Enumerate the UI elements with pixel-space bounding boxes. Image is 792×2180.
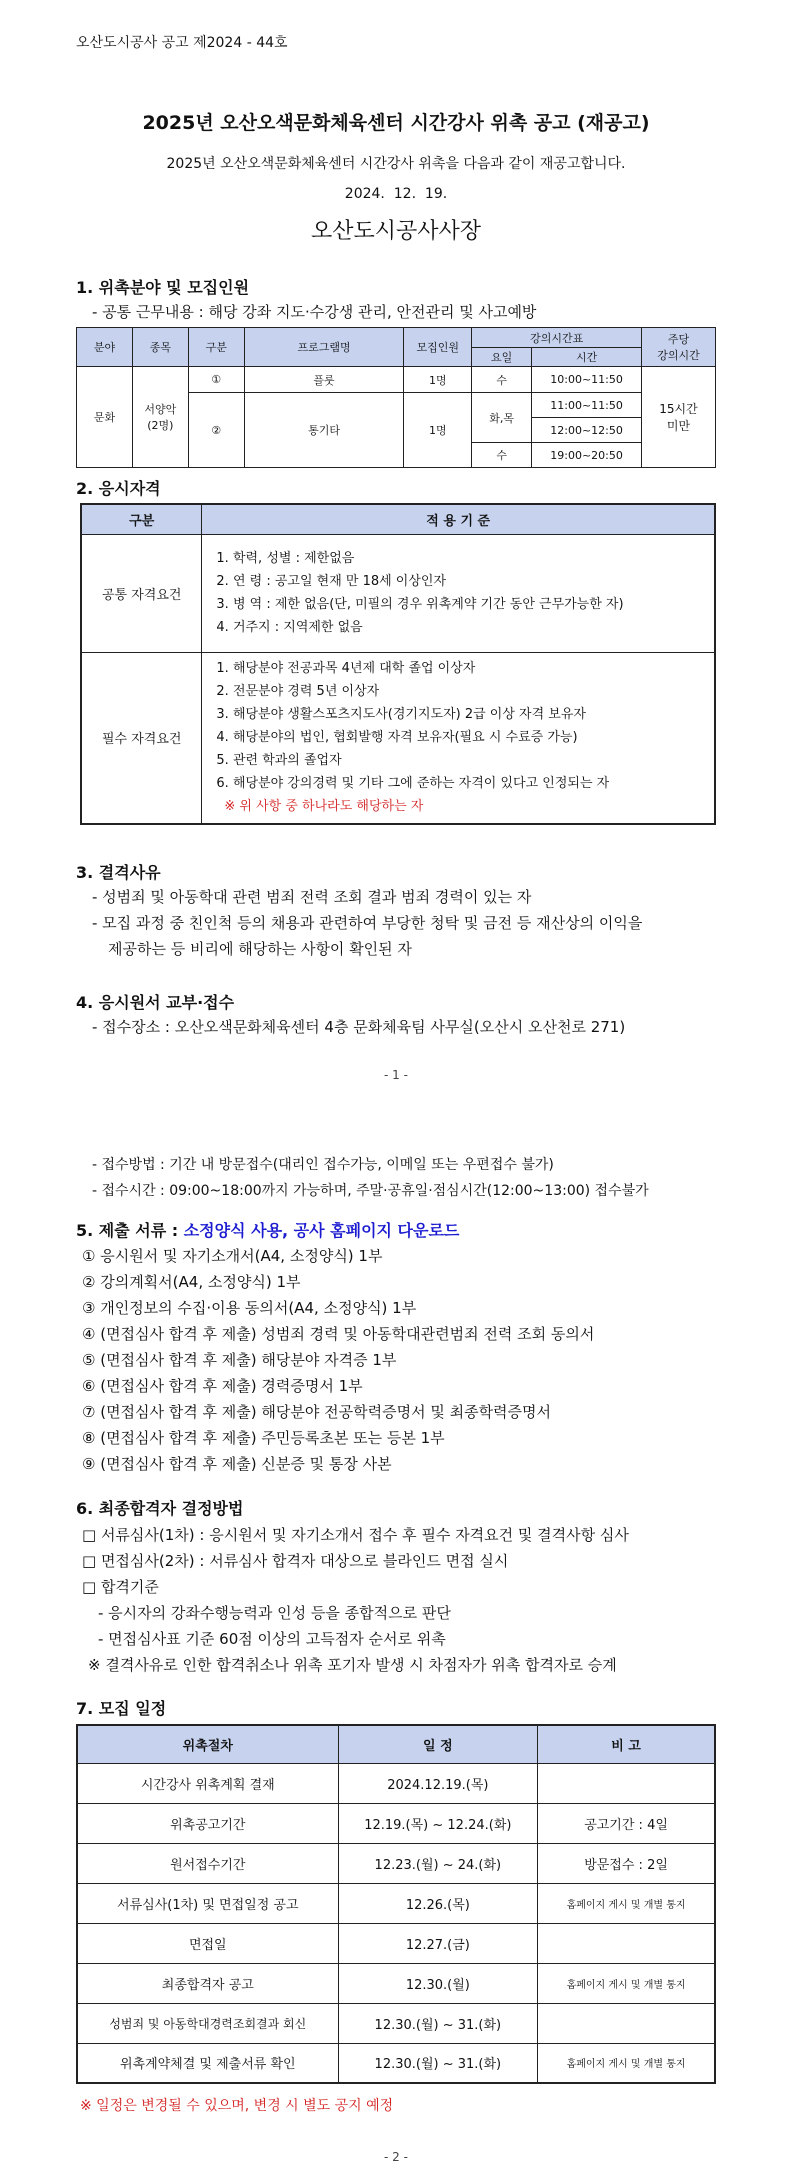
notice-number: 오산도시공사 공고 제2024 - 44호 (76, 35, 288, 51)
th-program: 프로그램명 (244, 328, 404, 367)
schedule-date: 12.30.(월) (338, 1963, 538, 2003)
criteria-item: 3. 병 역 : 제한 없음(단, 미필의 경우 위촉계약 기간 동안 근무가능한 자) (216, 597, 624, 612)
decision-line: - 응시자의 강좌수행능력과 인성 등을 종합적으로 판단 (98, 1604, 451, 1622)
schedule-remark (538, 1923, 715, 1963)
cell-day: 수 (472, 367, 532, 393)
disqual-line: - 성범죄 및 아동학대 관련 범죄 전력 조회 결과 범죄 경력이 있는 자 (92, 888, 532, 906)
th-field: 분야 (77, 328, 133, 367)
criteria-item: 3. 해당분야 생활스포츠지도사(경기지도자) 2급 이상 자격 보유자 (216, 707, 586, 723)
section-2-title: 2. 응시자격 (76, 479, 161, 498)
disqual-line: 제공하는 등 비리에 해당하는 사항이 확인된 자 (108, 940, 412, 958)
intro-text: 2025년 오산오색문화체육센터 시간강사 위촉을 다음과 같이 재공고합니다. (166, 156, 626, 172)
schedule-remark: 홈페이지 게시 및 개별 통지 (538, 1883, 715, 1923)
page-number: - 1 - (384, 1068, 408, 1082)
section-3-title: 3. 결격사유 (76, 863, 161, 882)
doc-item: ⑨ (면접심사 합격 후 제출) 신분증 및 통장 사본 (82, 1455, 392, 1473)
notice-date: 2024. 12. 19. (344, 186, 448, 202)
th-time: 시간 (532, 348, 642, 367)
cell-kind: 서양악 (2명) (132, 367, 188, 468)
schedule-remark: 공고기간 : 4일 (538, 1803, 715, 1843)
cell-time: 19:00~20:50 (532, 443, 642, 468)
schedule-date: 12.27.(금) (338, 1923, 538, 1963)
doc-item: ③ 개인정보의 수집·이용 동의서(A4, 소정양식) 1부 (82, 1299, 417, 1317)
schedule-procedure: 최종합격자 공고 (77, 1963, 338, 2003)
section-1-title: 1. 위촉분야 및 모집인원 (76, 278, 250, 297)
reception-hours: - 접수시간 : 09:00~18:00까지 가능하며, 주말·공휴일·점심시간(12:00~13:00) 접수불가 (92, 1183, 649, 1199)
reception-method: - 접수방법 : 기간 내 방문접수(대리인 접수가능, 이메일 또는 우편접수 불가) (92, 1157, 554, 1173)
doc-item: ⑥ (면접심사 합격 후 제출) 경력증명서 1부 (82, 1377, 363, 1395)
decision-line: - 면접심사표 기준 60점 이상의 고득점자 순서로 위촉 (98, 1630, 446, 1648)
cell-count: 1명 (404, 367, 472, 393)
criteria-item: 4. 해당분야의 법인, 협회발행 자격 보유자(필요 시 수료증 가능) (216, 730, 578, 746)
cell-day: 화,목 (472, 393, 532, 443)
doc-item: ① 응시원서 및 자기소개서(A4, 소정양식) 1부 (82, 1247, 383, 1265)
schedule-procedure: 원서접수기간 (77, 1843, 338, 1883)
section-7-title: 7. 모집 일정 (76, 1699, 167, 1718)
doc-item: ⑤ (면접심사 합격 후 제출) 해당분야 자격증 1부 (82, 1351, 397, 1369)
th-date: 일 정 (338, 1725, 538, 1763)
schedule-remark: 홈페이지 게시 및 개별 통지 (538, 2043, 715, 2083)
cell-program: 플룻 (244, 367, 404, 393)
schedule-date: 12.23.(월) ~ 24.(화) (338, 1843, 538, 1883)
criteria-item: 4. 거주지 : 지역제한 없음 (216, 620, 363, 635)
cell-weekly: 15시간 미만 (642, 367, 716, 468)
schedule-note: ※ 일정은 변경될 수 있으며, 변경 시 별도 공지 예정 (80, 2098, 394, 2114)
th-schedule: 강의시간표 (472, 328, 642, 348)
cell-time: 12:00~12:50 (532, 418, 642, 443)
th-div: 구분 (188, 328, 244, 367)
cell-time: 11:00~11:50 (532, 393, 642, 418)
section-5-title (76, 1218, 459, 1241)
criteria-item: 5. 관련 학과의 졸업자 (216, 753, 342, 769)
doc-item: ⑧ (면접심사 합격 후 제출) 주민등록초본 또는 등본 1부 (82, 1429, 445, 1447)
cell-field: 문화 (77, 367, 133, 468)
doc-item: ⑦ (면접심사 합격 후 제출) 해당분야 전공학력증명서 및 최종학력증명서 (82, 1403, 552, 1421)
cell-day: 수 (472, 443, 532, 468)
schedule-date: 12.19.(목) ~ 12.24.(화) (338, 1803, 538, 1843)
section-6-title: 6. 최종합격자 결정방법 (76, 1499, 244, 1518)
page-number: - 2 - (384, 2150, 408, 2164)
cell-count: 1명 (404, 393, 472, 468)
recruit-table (76, 327, 716, 468)
section-4-title: 4. 응시원서 교부·접수 (76, 993, 235, 1012)
schedule-procedure: 서류심사(1차) 및 면접일정 공고 (77, 1883, 338, 1923)
cell-no: ② (188, 393, 244, 468)
criteria-item: 2. 전문분야 경력 5년 이상자 (216, 684, 380, 700)
cell-no: ① (188, 367, 244, 393)
schedule-table (76, 1724, 716, 2084)
th-weekly: 주당 강의시간 (642, 328, 716, 367)
required-criteria (202, 652, 715, 824)
schedule-remark (538, 1763, 715, 1803)
required-note: ※ 위 사항 중 하나라도 해당하는 자 (224, 799, 424, 815)
section-5-label: 5. 제출 서류 : (76, 1221, 184, 1240)
criteria-item: 2. 연 령 : 공고일 현재 만 18세 이상인자 (216, 574, 447, 589)
qualification-table (80, 503, 716, 825)
th-procedure: 위촉절차 (77, 1725, 338, 1763)
th-div: 구분 (81, 504, 202, 534)
doc-item: ④ (면접심사 합격 후 제출) 성범죄 경력 및 아동학대관련범죄 전력 조회 동의서 (82, 1325, 595, 1343)
decision-line: □ 합격기준 (82, 1578, 159, 1596)
section-5-highlight: 소정양식 사용, 공사 홈페이지 다운로드 (183, 1221, 460, 1240)
schedule-procedure: 성범죄 및 아동학대경력조회결과 회신 (77, 2003, 338, 2043)
issuer: 오산도시공사사장 (310, 219, 482, 244)
criteria-item: 1. 해당분야 전공과목 4년제 대학 졸업 이상자 (216, 661, 476, 677)
schedule-date: 12.30.(월) ~ 31.(화) (338, 2043, 538, 2083)
th-day: 요일 (472, 348, 532, 367)
th-remark: 비 고 (538, 1725, 715, 1763)
decision-line: □ 면접심사(2차) : 서류심사 합격자 대상으로 블라인드 면접 실시 (82, 1552, 509, 1570)
reception-place: - 접수장소 : 오산오색문화체육센터 4층 문화체육팀 사무실(오산시 오산천로 271) (92, 1018, 626, 1036)
schedule-remark: 홈페이지 게시 및 개별 통지 (538, 1963, 715, 2003)
required-label: 필수 자격요건 (81, 652, 202, 824)
schedule-procedure: 위촉공고기간 (77, 1803, 338, 1843)
cell-program: 통기타 (244, 393, 404, 468)
th-kind: 종목 (132, 328, 188, 367)
common-criteria (202, 534, 715, 652)
cell-time: 10:00~11:50 (532, 367, 642, 393)
schedule-date: 2024.12.19.(목) (338, 1763, 538, 1803)
criteria-item: 6. 해당분야 강의경력 및 기타 그에 준하는 자격이 있다고 인정되는 자 (216, 776, 610, 792)
schedule-remark (538, 2003, 715, 2043)
decision-line: □ 서류심사(1차) : 응시원서 및 자기소개서 접수 후 필수 자격요건 및 결격사항 심사 (82, 1526, 629, 1544)
criteria-item: 1. 학력, 성별 : 제한없음 (216, 551, 355, 566)
schedule-remark: 방문접수 : 2일 (538, 1843, 715, 1883)
th-standard: 적 용 기 준 (202, 504, 715, 534)
schedule-procedure: 면접일 (77, 1923, 338, 1963)
section-1-note: - 공통 근무내용 : 해당 강좌 지도·수강생 관리, 안전관리 및 사고예방 (92, 303, 537, 321)
page-title: 2025년 오산오색문화체육센터 시간강사 위촉 공고 (재공고) (142, 112, 650, 134)
schedule-procedure: 위촉계약체결 및 제출서류 확인 (77, 2043, 338, 2083)
schedule-date: 12.26.(목) (338, 1883, 538, 1923)
schedule-date: 12.30.(월) ~ 31.(화) (338, 2003, 538, 2043)
schedule-procedure: 시간강사 위촉계획 결재 (77, 1763, 338, 1803)
doc-item: ② 강의계획서(A4, 소정양식) 1부 (82, 1273, 301, 1291)
th-recruit: 모집인원 (404, 328, 472, 367)
common-label: 공통 자격요건 (81, 534, 202, 652)
decision-line: ※ 결격사유로 인한 합격취소나 위촉 포기자 발생 시 차점자가 위촉 합격자로 승계 (88, 1656, 617, 1674)
disqual-line: - 모집 과정 중 친인척 등의 채용과 관련하여 부당한 청탁 및 금전 등 재산상의 이익을 (92, 914, 643, 932)
